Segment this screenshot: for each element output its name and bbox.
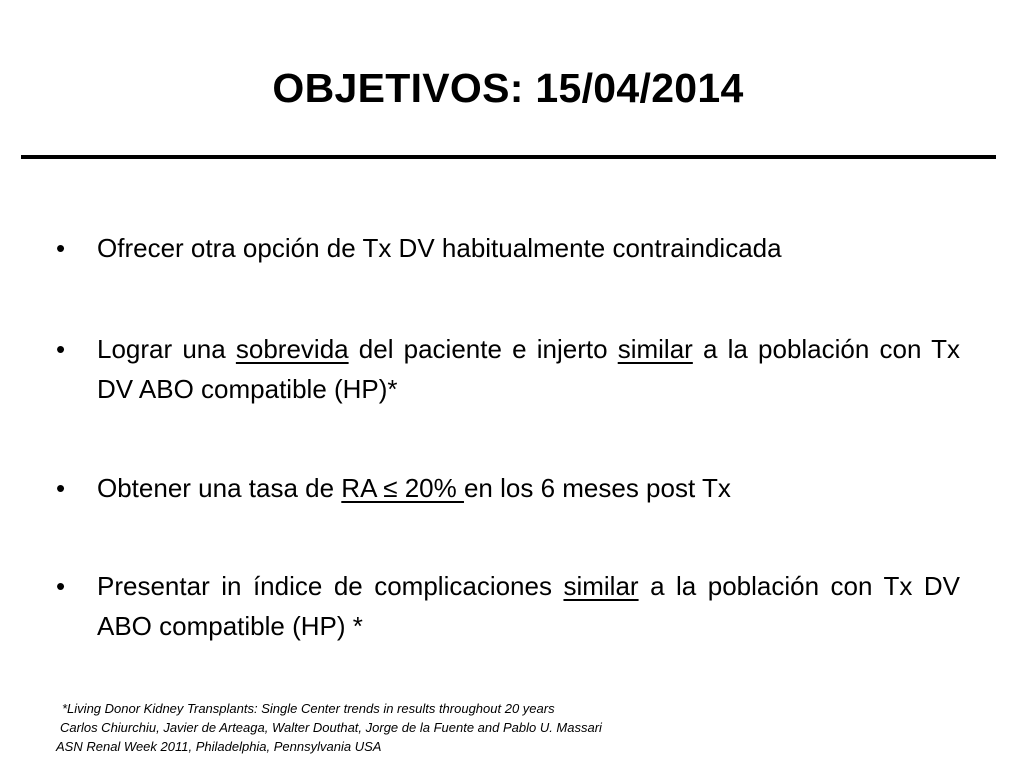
- bullet-text: [97, 566, 960, 646]
- text-segment: Presentar in índice de complicaciones: [97, 571, 564, 601]
- bullet-icon: •: [56, 571, 66, 601]
- bullet-icon: •: [56, 334, 66, 364]
- footnote-line: Carlos Chiurchiu, Javier de Arteaga, Walter Douthat, Jorge de la Fuente and Pablo U. Massari: [60, 720, 602, 735]
- footnote-line: *Living Donor Kidney Transplants: Single Center trends in results throughout 20 years: [62, 701, 555, 716]
- text-segment: Ofrecer otra opción de Tx DV habitualmente contraindicada: [97, 233, 782, 263]
- underlined-term: RA ≤ 20%: [341, 473, 464, 503]
- text-segment: del paciente e injerto: [348, 334, 618, 364]
- underlined-term: similar: [563, 571, 639, 601]
- text-segment: Lograr una: [97, 334, 236, 364]
- text-segment: Obtener una tasa de: [97, 473, 342, 503]
- text-segment: en los 6 meses post Tx: [463, 473, 731, 503]
- slide-title: OBJETIVOS: 15/04/2014: [272, 65, 744, 111]
- bullet-text: [97, 329, 960, 409]
- text-segment: a la población con Tx DV ABO compatible (HP) *: [97, 571, 960, 641]
- title-divider: [21, 155, 996, 159]
- bullet-text: [97, 468, 960, 508]
- text-segment: a la población con Tx DV ABO compatible (HP)*: [97, 334, 961, 404]
- bullet-icon: •: [56, 233, 66, 263]
- bullet-icon: •: [56, 473, 66, 503]
- reference-footnote: [56, 699, 956, 756]
- underlined-term: sobrevida: [235, 334, 349, 364]
- footnote-line: ASN Renal Week 2011, Philadelphia, Pennsylvania USA: [56, 739, 382, 754]
- underlined-term: similar: [617, 334, 693, 364]
- bullet-text: [97, 228, 960, 268]
